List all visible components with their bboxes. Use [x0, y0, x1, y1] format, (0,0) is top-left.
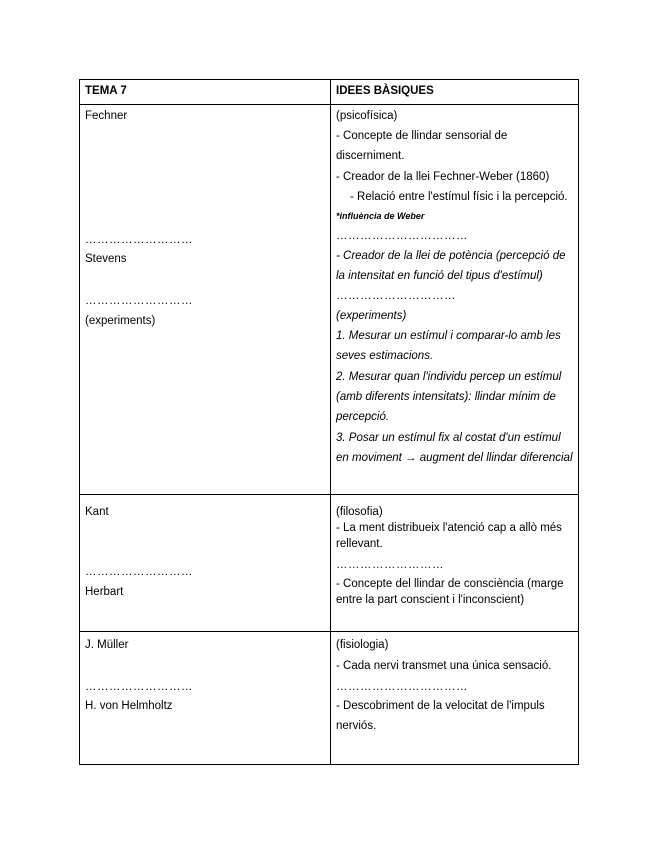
separator: ……………………………	[336, 681, 468, 693]
experiments-title: (experiments)	[336, 310, 407, 322]
author-herbart: Herbart	[85, 586, 124, 598]
separator: ………………………	[85, 681, 193, 693]
idea-nervi-sensacio: - Cada nervi transmet una única sensació.	[336, 660, 552, 672]
separator: ………………………	[85, 234, 193, 246]
idea-llei-potencia: - Creador de la llei de potència (percepció de la intensitat en funció del tipus d'estímul)	[336, 250, 566, 282]
area-psicofisica: (psicofísica)	[336, 110, 398, 122]
header-ideas: IDEES BÀSIQUES	[336, 85, 434, 97]
author-fechner: Fechner	[85, 110, 128, 122]
idea-distribucio-atencio: - La ment distribueix l'atenció cap a allò més rellevant.	[336, 522, 562, 550]
row-divider-1	[80, 494, 578, 495]
separator: …………………………	[336, 290, 456, 302]
area-filosofia: (filosofia)	[336, 506, 383, 518]
experiment-1: 1. Mesurar un estímul i comparar-lo amb les seves estimacions.	[336, 330, 561, 362]
experiments-label: (experiments)	[85, 315, 156, 327]
author-stevens: Stevens	[85, 253, 127, 265]
topics-table	[79, 79, 579, 765]
row-divider-header	[80, 104, 578, 105]
note-weber: *influència de Weber	[336, 211, 425, 221]
separator: ……………………………	[336, 230, 468, 242]
experiment-2: 2. Mesurar quan l'individu percep un estímul (amb diferents intensitats): llindar mínim de percepció.	[336, 371, 562, 423]
separator: ………………………	[85, 566, 193, 578]
idea-fechner-weber: - Creador de la llei Fechner-Weber (1860)	[336, 171, 550, 183]
author-muller: J. Müller	[85, 639, 129, 651]
column-divider	[330, 80, 331, 764]
experiment-3: 3. Posar un estímul fix al costat d'un estímul en moviment → augment del llindar diferencial	[336, 432, 573, 464]
idea-relacio-estimul: - Relació entre l'estímul físic i la percepció.	[350, 191, 568, 203]
idea-llindar-consciencia: - Concepte del llindar de consciència (marge entre la part conscient i l'inconscient)	[336, 578, 564, 606]
idea-llindar-sensorial: - Concepte de llindar sensorial de discerniment.	[336, 130, 508, 162]
author-kant: Kant	[85, 506, 109, 518]
row-divider-2	[80, 631, 578, 632]
separator: ………………………	[336, 559, 444, 571]
author-helmholtz: H. von Helmholtz	[85, 700, 173, 712]
separator: ………………………	[85, 295, 193, 307]
area-fisiologia: (fisiologia)	[336, 639, 389, 651]
header-topic: TEMA 7	[85, 85, 127, 97]
idea-velocitat-impuls: - Descobriment de la velocitat de l'impuls nerviós.	[336, 700, 545, 732]
